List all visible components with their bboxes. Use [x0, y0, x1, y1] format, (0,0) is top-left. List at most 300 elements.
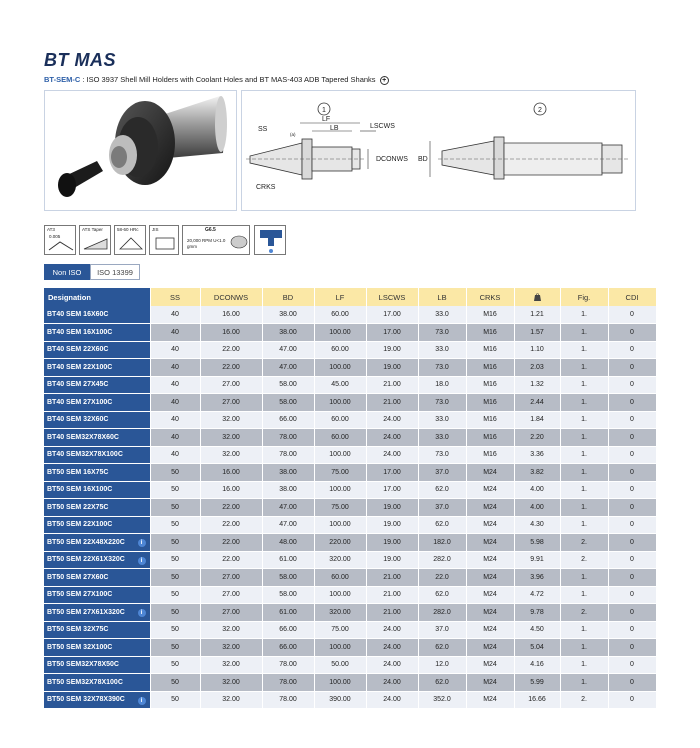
table-row[interactable]: [44, 691, 656, 709]
designation-link[interactable]: [44, 341, 150, 359]
table-cell: 0: [608, 464, 656, 482]
table-cell: M16: [466, 394, 514, 412]
table-cell: M24: [466, 674, 514, 692]
table-cell: 0: [608, 691, 656, 709]
table-cell: 75.00: [314, 499, 366, 517]
table-cell: 32.00: [200, 674, 262, 692]
designation-text: BT50 SEM 27X61X320C: [47, 608, 125, 616]
table-row[interactable]: [44, 429, 656, 447]
table-cell: 22.00: [200, 499, 262, 517]
table-cell: 40: [150, 359, 200, 377]
table-cell: 4.00: [514, 499, 560, 517]
table-cell: M16: [466, 376, 514, 394]
table-cell: M16: [466, 446, 514, 464]
table-cell: 4.00: [514, 481, 560, 499]
table-cell: 37.0: [418, 621, 466, 639]
table-cell: M24: [466, 586, 514, 604]
table-cell: 2.: [560, 551, 608, 569]
designation-text: BT40 SEM 32X60C: [47, 416, 109, 424]
designation-link[interactable]: [44, 394, 150, 412]
lf-label: LF: [322, 116, 331, 123]
table-cell: 19.00: [366, 534, 418, 552]
designation-text: BT50 SEM32X78X100C: [47, 678, 123, 686]
table-cell: 17.00: [366, 306, 418, 324]
table-cell: 37.0: [418, 464, 466, 482]
col-bd[interactable]: BD: [262, 288, 314, 306]
designation-text: BT40 SEM 27X45C: [47, 381, 109, 389]
table-cell: 1.: [560, 306, 608, 324]
table-cell: 17.00: [366, 481, 418, 499]
table-cell: 27.00: [200, 569, 262, 587]
table-cell: 50: [150, 586, 200, 604]
table-cell: 320.00: [314, 604, 366, 622]
ds-icon: JIS: [149, 225, 179, 255]
table-row[interactable]: [44, 586, 656, 604]
table-cell: 78.00: [262, 674, 314, 692]
table-cell: 17.00: [366, 324, 418, 342]
a-label: (a): [290, 132, 296, 137]
table-cell: 66.00: [262, 411, 314, 429]
table-cell: 1.: [560, 586, 608, 604]
table-cell: 24.00: [366, 411, 418, 429]
table-cell: 66.00: [262, 621, 314, 639]
designation-text: BT40 SEM 27X100C: [47, 398, 113, 406]
table-cell: 47.00: [262, 359, 314, 377]
table-cell: 0: [608, 639, 656, 657]
designation-text: BT50 SEM 22X48X220C: [47, 538, 125, 546]
table-row[interactable]: [44, 674, 656, 692]
designation-text: BT40 SEM 16X60C: [47, 311, 109, 318]
page-title: BT MAS: [44, 50, 116, 70]
table-cell: M24: [466, 499, 514, 517]
table-cell: 100.00: [314, 674, 366, 692]
table-cell: 1.10: [514, 341, 560, 359]
table-cell: 1.: [560, 359, 608, 377]
table-cell: 0: [608, 586, 656, 604]
table-cell: 100.00: [314, 516, 366, 534]
designation-link[interactable]: [44, 324, 150, 342]
table-cell: 1.: [560, 621, 608, 639]
table-cell: 40: [150, 306, 200, 324]
table-cell: 40: [150, 446, 200, 464]
table-cell: 1.84: [514, 411, 560, 429]
table-cell: 0: [608, 674, 656, 692]
table-cell: 100.00: [314, 359, 366, 377]
table-cell: 50: [150, 516, 200, 534]
table-cell: 3.96: [514, 569, 560, 587]
table-cell: 78.00: [262, 691, 314, 709]
at-icon: AT3 0.005: [44, 225, 76, 255]
table-cell: 21.00: [366, 376, 418, 394]
table-cell: 32.00: [200, 411, 262, 429]
table-cell: 32.00: [200, 429, 262, 447]
table-row[interactable]: [44, 376, 656, 394]
table-cell: 16.00: [200, 464, 262, 482]
table-cell: 1.: [560, 411, 608, 429]
table-cell: M16: [466, 359, 514, 377]
lb-label: LB: [330, 125, 339, 132]
designation-text: BT50 SEM32X78X50C: [47, 661, 119, 669]
table-cell: 38.00: [262, 464, 314, 482]
col-lf[interactable]: LF: [314, 288, 366, 306]
designation-text: BT40 SEM 22X100C: [47, 363, 113, 371]
table-cell: M24: [466, 639, 514, 657]
table-cell: 5.98: [514, 534, 560, 552]
table-row[interactable]: [44, 534, 656, 552]
table-cell: 2.: [560, 534, 608, 552]
designation-text: BT50 SEM 32X78X390C: [47, 696, 125, 704]
table-cell: 2.: [560, 691, 608, 709]
table-cell: 1.: [560, 464, 608, 482]
table-cell: 4.16: [514, 656, 560, 674]
table-row[interactable]: [44, 341, 656, 359]
page-subtitle: [44, 75, 389, 85]
designation-link[interactable]: [44, 534, 150, 552]
table-cell: 282.0: [418, 551, 466, 569]
table-cell: 16.00: [200, 306, 262, 324]
table-cell: 40: [150, 411, 200, 429]
table-cell: 4.30: [514, 516, 560, 534]
table-cell: 58.00: [262, 376, 314, 394]
col-crks[interactable]: CRKS: [466, 288, 514, 306]
table-row[interactable]: [44, 394, 656, 412]
table-cell: 1.: [560, 324, 608, 342]
fig1-label: 1: [322, 107, 326, 114]
designation-text: BT40 SEM32X78X100C: [47, 451, 123, 459]
info-icon[interactable]: i: [138, 557, 146, 565]
table-cell: M24: [466, 691, 514, 709]
designation-link[interactable]: [44, 551, 150, 569]
table-cell: 75.00: [314, 464, 366, 482]
table-cell: 0: [608, 324, 656, 342]
table-cell: 21.00: [366, 394, 418, 412]
table-cell: 1.: [560, 446, 608, 464]
designation-link[interactable]: [44, 604, 150, 622]
col-lb[interactable]: LB: [418, 288, 466, 306]
table-cell: 78.00: [262, 656, 314, 674]
table-cell: 0: [608, 411, 656, 429]
table-cell: 22.0: [418, 569, 466, 587]
table-cell: 27.00: [200, 376, 262, 394]
table-cell: 22.00: [200, 359, 262, 377]
table-cell: M24: [466, 551, 514, 569]
table-cell: 24.00: [366, 656, 418, 674]
table-cell: 5.99: [514, 674, 560, 692]
info-icon[interactable]: i: [138, 609, 146, 617]
table-cell: 32.00: [200, 639, 262, 657]
designation-link[interactable]: [44, 411, 150, 429]
table-body: [44, 306, 656, 709]
designation-link[interactable]: [44, 674, 150, 692]
hardness-icon: 58-60 HRc: [114, 225, 146, 255]
table-cell: M16: [466, 306, 514, 324]
col-ss[interactable]: SS: [150, 288, 200, 306]
table-cell: 0: [608, 534, 656, 552]
table-cell: 24.00: [366, 639, 418, 657]
table-row[interactable]: [44, 411, 656, 429]
designation-link[interactable]: [44, 691, 150, 709]
table-cell: 58.00: [262, 569, 314, 587]
designation-text: BT50 SEM 16X75C: [47, 468, 109, 476]
table-row[interactable]: [44, 551, 656, 569]
table-cell: 1.: [560, 674, 608, 692]
designation-text: BT40 SEM 22X60C: [47, 346, 109, 354]
designation-link[interactable]: [44, 306, 150, 324]
table-cell: 50.00: [314, 656, 366, 674]
table-cell: 100.00: [314, 586, 366, 604]
table-cell: 50: [150, 569, 200, 587]
table-cell: 22.00: [200, 551, 262, 569]
table-cell: 1.21: [514, 306, 560, 324]
table-cell: 62.0: [418, 586, 466, 604]
table-cell: 0: [608, 551, 656, 569]
table-cell: 182.0: [418, 534, 466, 552]
table-cell: 27.00: [200, 394, 262, 412]
expand-plus-icon[interactable]: +: [380, 76, 389, 85]
designation-text: BT50 SEM 22X75C: [47, 503, 109, 511]
table-cell: 0: [608, 376, 656, 394]
table-cell: 1.: [560, 429, 608, 447]
designation-link[interactable]: [44, 656, 150, 674]
table-row[interactable]: [44, 324, 656, 342]
table-cell: 24.00: [366, 674, 418, 692]
table-cell: 73.0: [418, 394, 466, 412]
col-lscws[interactable]: LSCWS: [366, 288, 418, 306]
info-icon[interactable]: i: [138, 539, 146, 547]
table-cell: M24: [466, 569, 514, 587]
table-cell: 1.: [560, 499, 608, 517]
designation-link[interactable]: [44, 359, 150, 377]
designation-link[interactable]: [44, 639, 150, 657]
tab-iso-13399[interactable]: ISO 13399: [90, 264, 140, 280]
table-cell: 40: [150, 429, 200, 447]
table-cell: 2.44: [514, 394, 560, 412]
table-cell: 37.0: [418, 499, 466, 517]
table-cell: M16: [466, 429, 514, 447]
designation-link[interactable]: [44, 569, 150, 587]
table-cell: 1.32: [514, 376, 560, 394]
table-cell: 17.00: [366, 464, 418, 482]
table-cell: 60.00: [314, 429, 366, 447]
table-row[interactable]: [44, 359, 656, 377]
designation-link[interactable]: [44, 376, 150, 394]
table-cell: 32.00: [200, 691, 262, 709]
lscws-label: LSCWS: [370, 123, 395, 130]
table-row[interactable]: [44, 569, 656, 587]
table-row[interactable]: [44, 604, 656, 622]
table-row[interactable]: [44, 499, 656, 517]
table-cell: 19.00: [366, 499, 418, 517]
ats-taper-icon: ATS Taper: [79, 225, 111, 255]
table-cell: M24: [466, 621, 514, 639]
table-cell: 60.00: [314, 341, 366, 359]
table-cell: 0: [608, 499, 656, 517]
table-cell: 18.0: [418, 376, 466, 394]
table-cell: 24.00: [366, 446, 418, 464]
table-cell: 3.36: [514, 446, 560, 464]
table-cell: M24: [466, 534, 514, 552]
designation-link[interactable]: [44, 586, 150, 604]
table-cell: 50: [150, 656, 200, 674]
table-cell: 100.00: [314, 446, 366, 464]
table-cell: 19.00: [366, 341, 418, 359]
table-cell: 0: [608, 569, 656, 587]
table-cell: 58.00: [262, 586, 314, 604]
col-fig[interactable]: Fig.: [560, 288, 608, 306]
table-cell: M24: [466, 656, 514, 674]
table-cell: 0: [608, 341, 656, 359]
table-cell: 0: [608, 621, 656, 639]
designation-text: BT50 SEM 32X75C: [47, 626, 109, 634]
table-cell: 16.00: [200, 324, 262, 342]
table-cell: 47.00: [262, 341, 314, 359]
designation-link[interactable]: [44, 516, 150, 534]
table-cell: 352.0: [418, 691, 466, 709]
table-cell: 61.00: [262, 551, 314, 569]
table-row[interactable]: [44, 306, 656, 324]
designation-link[interactable]: [44, 446, 150, 464]
table-cell: 1.: [560, 341, 608, 359]
table-cell: 32.00: [200, 446, 262, 464]
crks-label: CRKS: [256, 184, 276, 191]
table-cell: 40: [150, 376, 200, 394]
designation-text: BT50 SEM 27X100C: [47, 591, 113, 599]
col-cdi[interactable]: CDI: [608, 288, 656, 306]
table-cell: 19.00: [366, 551, 418, 569]
table-cell: 2.20: [514, 429, 560, 447]
table-cell: 2.03: [514, 359, 560, 377]
dimension-drawing: [242, 91, 635, 210]
table-cell: 100.00: [314, 639, 366, 657]
table-cell: 27.00: [200, 586, 262, 604]
table-row[interactable]: [44, 516, 656, 534]
table-row[interactable]: [44, 621, 656, 639]
table-cell: 100.00: [314, 324, 366, 342]
table-cell: 62.0: [418, 516, 466, 534]
designation-text: BT50 SEM 27X60C: [47, 573, 109, 581]
designation-text: BT50 SEM 22X100C: [47, 521, 113, 529]
table-cell: 24.00: [366, 621, 418, 639]
balance-g-icon: G6.5 20,000 RPM U<1.0 gmm: [182, 225, 250, 255]
table-cell: 0: [608, 516, 656, 534]
table-cell: 58.00: [262, 394, 314, 412]
table-cell: 75.00: [314, 621, 366, 639]
table-cell: 390.00: [314, 691, 366, 709]
fig2-label: 2: [538, 107, 542, 114]
table-row[interactable]: [44, 639, 656, 657]
table-row[interactable]: [44, 464, 656, 482]
table-cell: 40: [150, 341, 200, 359]
table-cell: 2.: [560, 604, 608, 622]
table-cell: 19.00: [366, 359, 418, 377]
designation-link[interactable]: [44, 621, 150, 639]
table-cell: M24: [466, 464, 514, 482]
table-cell: 62.0: [418, 674, 466, 692]
designation-text: BT40 SEM32X78X60C: [47, 433, 119, 441]
table-cell: 3.82: [514, 464, 560, 482]
coolant-icon: [254, 225, 286, 255]
table-cell: 60.00: [314, 411, 366, 429]
designation-link[interactable]: [44, 464, 150, 482]
table-cell: 24.00: [366, 429, 418, 447]
table-cell: 50: [150, 604, 200, 622]
table-cell: 1.: [560, 569, 608, 587]
table-cell: 0: [608, 429, 656, 447]
dconws-label: DCONWS: [376, 156, 408, 163]
table-row[interactable]: [44, 481, 656, 499]
table-cell: 47.00: [262, 499, 314, 517]
table-cell: 50: [150, 481, 200, 499]
table-cell: M16: [466, 411, 514, 429]
table-cell: M24: [466, 481, 514, 499]
table-cell: 1.: [560, 639, 608, 657]
table-cell: 1.: [560, 481, 608, 499]
designation-text: BT40 SEM 16X100C: [47, 328, 113, 336]
table-cell: 40: [150, 394, 200, 412]
table-cell: 0: [608, 359, 656, 377]
table-cell: 24.00: [366, 691, 418, 709]
product-photo: [44, 90, 237, 211]
table-cell: 61.00: [262, 604, 314, 622]
table-cell: 33.0: [418, 411, 466, 429]
table-cell: 9.91: [514, 551, 560, 569]
product-table: [44, 288, 657, 709]
table-cell: 48.00: [262, 534, 314, 552]
tab-non-iso[interactable]: Non ISO: [44, 264, 90, 280]
table-cell: 78.00: [262, 446, 314, 464]
col-dconws[interactable]: DCONWS: [200, 288, 262, 306]
table-cell: 0: [608, 306, 656, 324]
table-cell: M16: [466, 324, 514, 342]
table-cell: 1.: [560, 376, 608, 394]
col-weight[interactable]: [514, 288, 560, 306]
designation-link[interactable]: [44, 499, 150, 517]
designation-link[interactable]: [44, 429, 150, 447]
table-cell: 220.00: [314, 534, 366, 552]
table-cell: 73.0: [418, 359, 466, 377]
table-cell: 50: [150, 674, 200, 692]
weight-icon: [532, 293, 543, 302]
table-cell: 62.0: [418, 639, 466, 657]
product-description: : ISO 3937 Shell Mill Holders with Coolant Holes and BT MAS-403 ADB Tapered Shanks: [80, 75, 376, 84]
designation-link[interactable]: [44, 481, 150, 499]
table-row[interactable]: [44, 446, 656, 464]
designation-text: BT50 SEM 22X61X320C: [47, 556, 125, 564]
table-cell: 60.00: [314, 306, 366, 324]
col-designation[interactable]: Designation: [44, 288, 150, 306]
table-cell: 9.78: [514, 604, 560, 622]
table-cell: 32.00: [200, 621, 262, 639]
table-cell: 100.00: [314, 394, 366, 412]
table-cell: 19.00: [366, 516, 418, 534]
table-cell: 33.0: [418, 341, 466, 359]
table-cell: 0: [608, 604, 656, 622]
table-cell: 1.: [560, 516, 608, 534]
table-cell: 21.00: [366, 569, 418, 587]
table-cell: 4.50: [514, 621, 560, 639]
table-row[interactable]: [44, 656, 656, 674]
table-cell: 1.: [560, 656, 608, 674]
table-cell: 0: [608, 394, 656, 412]
table-cell: 16.00: [200, 481, 262, 499]
table-cell: 22.00: [200, 534, 262, 552]
product-code: BT-SEM-C: [44, 75, 81, 84]
table-cell: 32.00: [200, 656, 262, 674]
table-cell: 320.00: [314, 551, 366, 569]
info-icon[interactable]: i: [138, 697, 146, 705]
table-cell: 73.0: [418, 446, 466, 464]
table-cell: 5.04: [514, 639, 560, 657]
